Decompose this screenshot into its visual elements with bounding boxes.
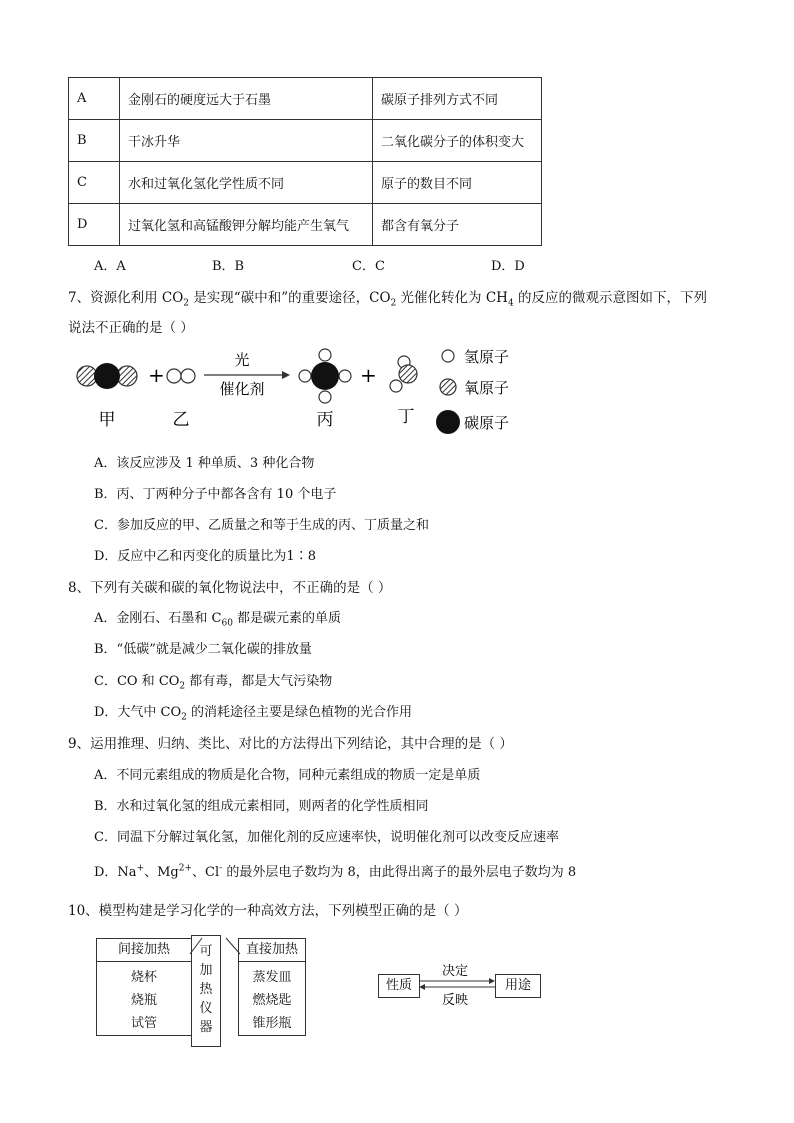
direct-heating-title: 直接加热 [239, 939, 305, 962]
q9-option-d-part: 、Cl [192, 865, 220, 880]
hydrogen-atom [299, 370, 311, 382]
row-reason: 都含有氧分子 [373, 204, 542, 246]
legend-carbon: 碳原子 [464, 414, 510, 432]
q7-stem-line2: 说法不正确的是（ ） [68, 320, 194, 336]
reaction-diagram [70, 340, 540, 440]
indirect-item: 烧瓶 [130, 993, 157, 1008]
hydrogen-atom [319, 391, 331, 403]
oxygen-atom [399, 365, 417, 383]
legend-hydrogen: 氢原子 [464, 348, 510, 366]
q8-option-d[interactable] [94, 701, 412, 723]
hydrogen-atom [167, 369, 181, 383]
center-char: 可 [199, 944, 213, 959]
label-yi: 乙 [172, 410, 190, 430]
ch4-molecule [299, 349, 351, 403]
center-char: 热 [199, 982, 213, 997]
indirect-item: 烧杯 [130, 970, 157, 985]
arrow-right-icon [489, 978, 495, 984]
subscript: 2 [390, 298, 397, 309]
hydrogen-atom [339, 370, 351, 382]
q6-choice-d[interactable]: D．D [491, 259, 525, 274]
row-fact: 干冰升华 [120, 120, 373, 162]
q9-option-b[interactable]: B．水和过氧化氢的组成元素相同，则两者的化学性质相同 [94, 799, 429, 814]
row-reason: 碳原子排列方式不同 [373, 78, 542, 120]
legend-hydrogen-icon [442, 350, 454, 362]
row-fact: 水和过氧化氢化学性质不同 [120, 162, 373, 204]
subscript: 2 [183, 298, 190, 309]
row-letter: C [69, 162, 120, 204]
label-jia: 甲 [98, 410, 116, 430]
legend-oxygen-icon [440, 379, 456, 395]
q8-option-c-part: 都有毒，都是大气污染物 [185, 674, 333, 689]
hydrogen-atom [390, 380, 402, 392]
arrow-label-decide: 决定 [441, 964, 469, 979]
superscript: + [136, 863, 145, 874]
hydrogen-atom [319, 349, 331, 361]
arrow-top-label: 光 [234, 351, 250, 369]
q8-option-d-part: D．大气中 CO [94, 705, 182, 720]
q9-option-a[interactable]: A．不同元素组成的物质是化合物，同种元素组成的物质一定是单质 [94, 768, 481, 783]
arrow-head-icon [282, 371, 290, 379]
q8-stem: 8、下列有关碳和碳的氧化物说法中，不正确的是（ ） [68, 580, 392, 596]
q9-option-d[interactable] [94, 861, 576, 880]
q8-option-a-part: 都是碳元素的单质 [232, 611, 342, 626]
arrow-left-icon [419, 984, 425, 990]
q9-option-d-part: D．Na [94, 865, 137, 880]
center-char: 器 [199, 1020, 213, 1035]
q7-option-a[interactable]: A．该反应涉及 1 种单质、3 种化合物 [94, 456, 315, 471]
q8-option-b[interactable]: B．“低碳”就是减少二氧化碳的排放量 [94, 642, 312, 657]
subscript: 4 [507, 298, 514, 309]
subscript: 2 [181, 712, 187, 723]
label-ding: 丁 [397, 407, 415, 427]
q7-stem-part: 7、资源化利用 CO [68, 290, 184, 306]
row-letter: B [69, 120, 120, 162]
q6-choice-c[interactable]: C．C [352, 259, 385, 274]
table-row [69, 162, 542, 204]
co2-molecule [77, 363, 137, 389]
q7-option-b[interactable]: B．丙、丁两种分子中都各含有 10 个电子 [94, 487, 337, 502]
legend-carbon-icon [436, 410, 460, 434]
table-row [69, 78, 542, 120]
q9-stem: 9、运用推理、归纳、类比、对比的方法得出下列结论，其中合理的是（ ） [68, 736, 513, 752]
subscript: 2 [179, 681, 186, 692]
row-letter: D [69, 204, 120, 246]
superscript: - [219, 863, 223, 874]
carbon-atom [94, 363, 120, 389]
use-box: 用途 [495, 974, 541, 998]
q6-choice-a[interactable]: A．A [94, 259, 126, 274]
double-arrow [419, 960, 495, 1012]
q8-option-a[interactable] [94, 607, 341, 629]
q10-stem: 10、模型构建是学习化学的一种高效方法，下列模型正确的是（ ） [68, 903, 468, 919]
options-table [68, 77, 542, 246]
property-box: 性质 [378, 974, 420, 998]
legend-oxygen: 氧原子 [464, 379, 510, 397]
q7-stem-line1 [68, 286, 707, 309]
q9-option-d-part: 、Mg [144, 865, 179, 880]
arrow-label-reflect: 反映 [441, 993, 469, 1008]
q7-option-c[interactable]: C．参加反应的甲、乙质量之和等于生成的丙、丁质量之和 [94, 518, 429, 533]
direct-heating-box [238, 938, 306, 1036]
q8-option-c-part: C．CO 和 CO [94, 674, 180, 689]
indirect-item: 试管 [130, 1016, 157, 1031]
label-bing: 丙 [316, 410, 334, 430]
q7-stem-part: 的反应的微观示意图如下，下列 [513, 290, 707, 306]
q7-stem-part: 光催化转化为 CH [396, 290, 508, 306]
hydrogen-atom [181, 369, 195, 383]
subscript: 60 [221, 618, 233, 629]
q9-option-c[interactable]: C．同温下分解过氧化氢，加催化剂的反应速率快，说明催化剂可以改变反应速率 [94, 830, 559, 845]
table-row [69, 120, 542, 162]
direct-item: 燃烧匙 [252, 993, 292, 1008]
q8-option-a-part: A．金刚石、石墨和 C [94, 611, 222, 626]
center-char: 仪 [199, 1001, 213, 1016]
q8-option-d-part: 的消耗途径主要是绿色植物的光合作用 [186, 705, 413, 720]
heatable-instruments-box [191, 935, 221, 1047]
row-reason: 二氧化碳分子的体积变大 [373, 120, 542, 162]
direct-item: 蒸发皿 [252, 970, 292, 985]
arrow-bottom-label: 催化剂 [219, 380, 265, 398]
superscript: 2+ [178, 863, 193, 874]
h2o-molecule [390, 356, 417, 392]
row-letter: A [69, 78, 120, 120]
q7-stem-part: 是实现“碳中和”的重要途径，CO [189, 290, 391, 306]
direct-item: 锥形瓶 [252, 1016, 292, 1031]
indirect-heating-title: 间接加热 [97, 939, 191, 962]
table-row [69, 204, 542, 246]
row-reason: 原子的数目不同 [373, 162, 542, 204]
indirect-heating-box [96, 938, 192, 1036]
q9-option-d-part: 的最外层电子数均为 8，由此得出离子的最外层电子数均为 8 [222, 865, 577, 880]
plus-sign: + [148, 363, 165, 387]
carbon-atom [311, 362, 339, 390]
q6-choice-b[interactable]: B．B [212, 259, 245, 274]
q7-option-d[interactable]: D．反应中乙和丙变化的质量比为1∶8 [94, 549, 316, 564]
center-char: 加 [199, 963, 213, 978]
row-fact: 过氧化氢和高锰酸钾分解均能产生氧气 [120, 204, 373, 246]
plus-sign: + [360, 363, 377, 387]
q8-option-c[interactable] [94, 670, 332, 692]
row-fact: 金刚石的硬度远大于石墨 [120, 78, 373, 120]
h2-molecule [167, 369, 195, 383]
